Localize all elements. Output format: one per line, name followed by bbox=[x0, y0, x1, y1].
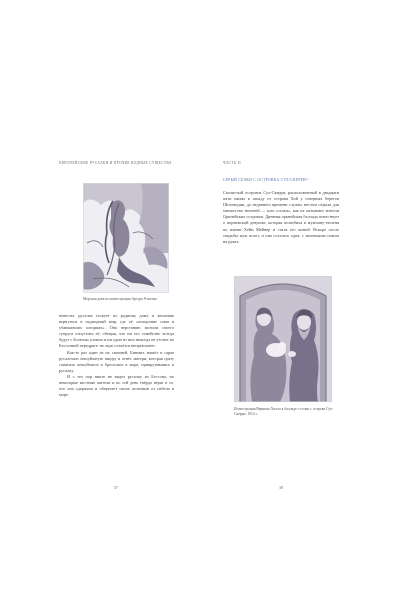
selkie-illustration bbox=[234, 276, 332, 402]
page-number: 38 bbox=[279, 486, 283, 490]
body-text bbox=[59, 313, 174, 398]
page-number: 37 bbox=[114, 486, 118, 490]
paragraph: И с тех пор никто не видел русалку из Бессона, но некоторые местные жители и по сей день твёрдо верят в то, что она сдержала и оберегает своих потомков от гибели в море. bbox=[59, 373, 174, 398]
paragraph: Как-то раз один из их сыновей, Бинмит, нашёл в сарае русалочью чешуйчатую шкуру и отнёс матери, которая сразу схватила чешуйчатое и бросилась в море, прикрутившись в русалку. bbox=[59, 349, 174, 373]
chapter-label: ЧАСТЬ II bbox=[223, 161, 241, 165]
mermaid-engraving-image bbox=[83, 183, 169, 293]
body-text bbox=[223, 190, 339, 245]
mermaid-illustration bbox=[83, 183, 169, 293]
right-page bbox=[200, 0, 400, 600]
figure-caption: Морская дева из иллюстрации Артуро Рэкхэма bbox=[83, 297, 157, 301]
paragraph: Скалистый островок Сул-Скерри, расположенный в двадцати пяти милях к западу от острова Хой у северных берегов Шотландии, до недавнего времени служил местом отдыха для множества тюленей — или «селки», как их называют жители Оркнейских островов. Древняя оркнейская баллада повествует о норвежской девушке, которая полюбила в мужчину-тюленя по имени Хейн Мейнер и стала его женой. Вскоре после свадьбы муж исчез, и она осталась одна, с маленьким сыном на руках. bbox=[223, 190, 339, 244]
paragraph: невесты: русалка тоскует по родному дому и желанию вернуться в подводный мир, где её «похоронят сами в убаюкавших штормах». Она верстанию могили своего супруга отпустить её, обещая, что ни его семейство всегда будут с богатым уловом и ни один из них никогда не утонет во Бессонной передряге: но муж остаётся непреклонен. bbox=[59, 313, 174, 349]
section-title: СЕРЫЙ СЕЛКИ С ОСТРОВКА СУЛ-СКЕРРИ²² bbox=[223, 178, 309, 182]
figure-caption: Иллюстрация Вернона Хилла к балладе о селки с острова Сул-Скерри, 1912 г. bbox=[234, 407, 334, 416]
running-head: ЕВРОПЕЙСКИЕ РУСАЛКИ И ПРОЧИЕ ВОДНЫЕ СУЩЕСТВА bbox=[59, 161, 172, 165]
selkie-lithograph-image bbox=[234, 276, 332, 402]
